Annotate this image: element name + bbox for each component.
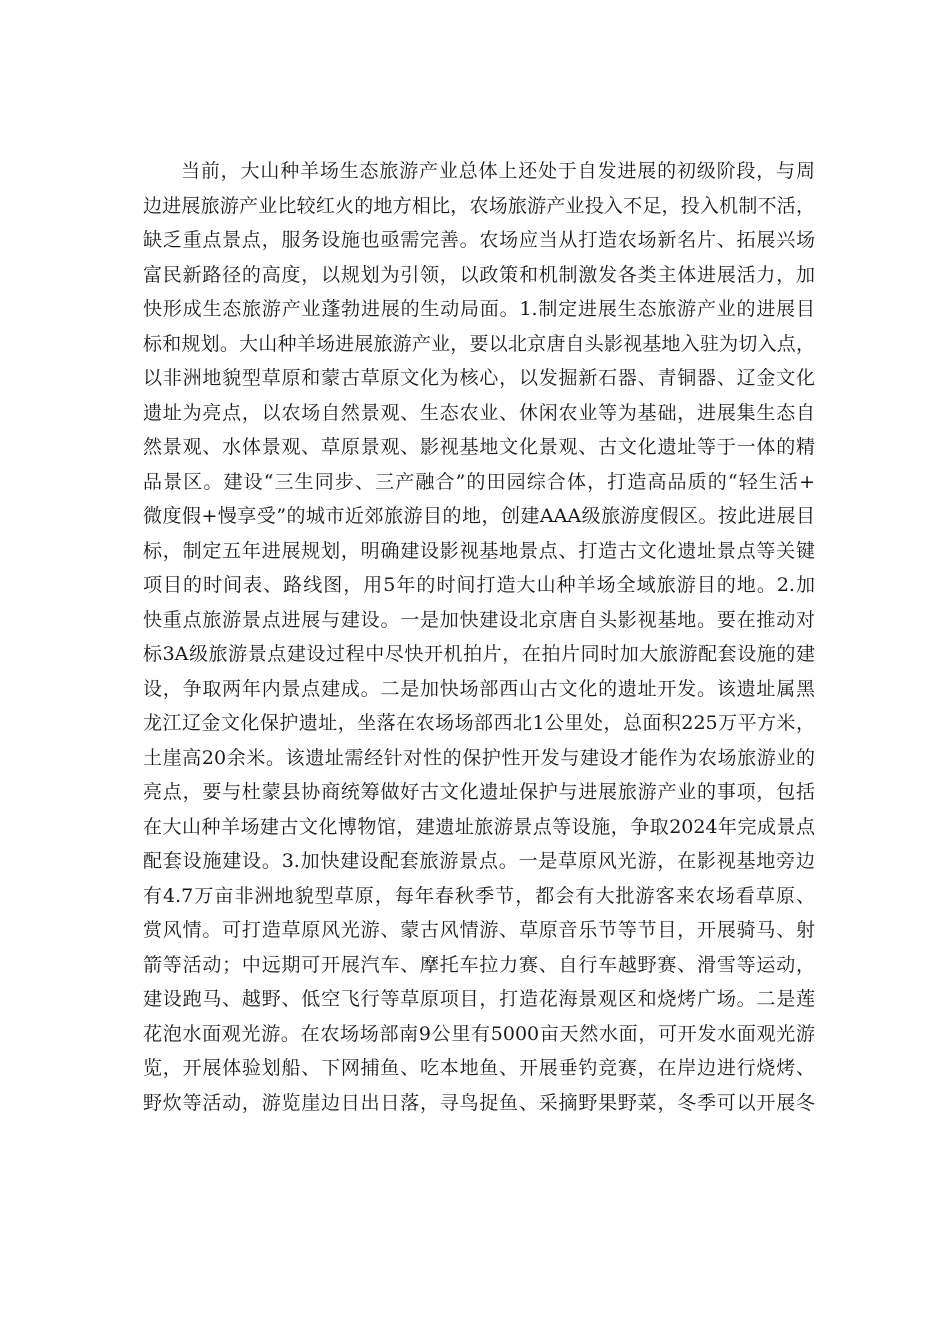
text-line: 微度假+慢享受”的城市近郊旅游目的地，创建AAA级旅游度假区。按此进展目 (143, 505, 815, 527)
body-paragraph (143, 154, 815, 1120)
text-line: 在大山种羊场建古文化博物馆，建遗址旅游景点等设施，争取2024年完成景点 (143, 815, 815, 838)
text-line: 项目的时间表、路线图，用5年的时间打造大山种羊场全域旅游目的地。2.加 (143, 574, 815, 596)
text-line: 快重点旅游景点进展与建设。一是加快建设北京唐自头影视基地。要在推动对 (143, 608, 815, 631)
text-line: 当前，大山种羊场生态旅游产业总体上还处于自发进展的初级阶段，与周 (181, 160, 815, 182)
text-line: 箭等活动；中远期可开展汽车、摩托车拉力赛、自行车越野赛、滑雪等运动， (143, 953, 815, 976)
text-line: 土崖高20余米。该遗址需经针对性的保护性开发与建设才能作为农场旅游业的 (143, 746, 815, 769)
text-line: 配套设施建设。3.加快建设配套旅游景点。一是草原风光游，在影视基地旁边 (143, 850, 815, 872)
text-line: 边进展旅游产业比较红火的地方相比，农场旅游产业投入不足，投入机制不活， (143, 194, 815, 217)
text-line: 赏风情。可打造草原风光游、蒙古风情游、草原音乐节等节目，开展骑马、射 (143, 919, 815, 941)
text-line: 标和规划。大山种羊场进展旅游产业，要以北京唐自头影视基地入驻为切入点， (143, 332, 815, 355)
text-line: 标，制定五年进展规划，明确建设影视基地景点、打造古文化遗址景点等关键 (143, 539, 815, 562)
text-line: 遗址为亮点，以农场自然景观、生态农业、休闲农业等为基础，进展集生态自 (143, 401, 815, 424)
text-line: 品景区。建设“三生同步、三产融合”的田园综合体，打造高品质的“轻生活+ (143, 470, 815, 493)
text-line: 花泡水面观光游。在农场场部南9公里有5000亩天然水面，可开发水面观光游 (143, 1022, 815, 1045)
text-line: 野炊等活动，游览崖边日出日落，寻鸟捉鱼、采摘野果野菜，冬季可以开展冬 (143, 1091, 815, 1114)
text-line: 标3A级旅游景点建设过程中尽快开机拍片，在拍片同时加大旅游配套设施的建 (143, 643, 815, 665)
text-line: 以非洲地貌型草原和蒙古草原文化为核心，以发掘新石器、青铜器、辽金文化 (143, 367, 815, 389)
text-line: 建设跑马、越野、低空飞行等草原项目，打造花海景观区和烧烤广场。二是莲 (143, 988, 815, 1010)
text-line: 亮点，要与杜蒙县协商统筹做好古文化遗址保护与进展旅游产业的事项，包括 (143, 781, 815, 803)
text-line: 快形成生态旅游产业蓬勃进展的生动局面。1.制定进展生态旅游产业的进展目 (143, 298, 815, 320)
text-line: 览，开展体验划船、下网捕鱼、吃本地鱼、开展垂钓竞赛，在岸边进行烧烤、 (143, 1057, 815, 1079)
text-line: 缺乏重点景点，服务设施也亟需完善。农场应当从打造农场新名片、拓展兴场 (143, 229, 815, 251)
text-line: 有4.7万亩非洲地貌型草原，每年春秋季节，都会有大批游客来农场看草原、 (143, 884, 815, 907)
text-line: 然景观、水体景观、草原景观、影视基地文化景观、古文化遗址等于一体的精 (143, 436, 815, 458)
text-line: 设，争取两年内景点建成。二是加快场部西山古文化的遗址开发。该遗址属黑 (143, 677, 815, 700)
text-line: 龙江辽金文化保护遗址，坐落在农场场部西北1公里处，总面积225万平方米， (143, 712, 815, 734)
text-line: 富民新路径的高度，以规划为引领，以政策和机制激发各类主体进展活力，加 (143, 263, 815, 286)
